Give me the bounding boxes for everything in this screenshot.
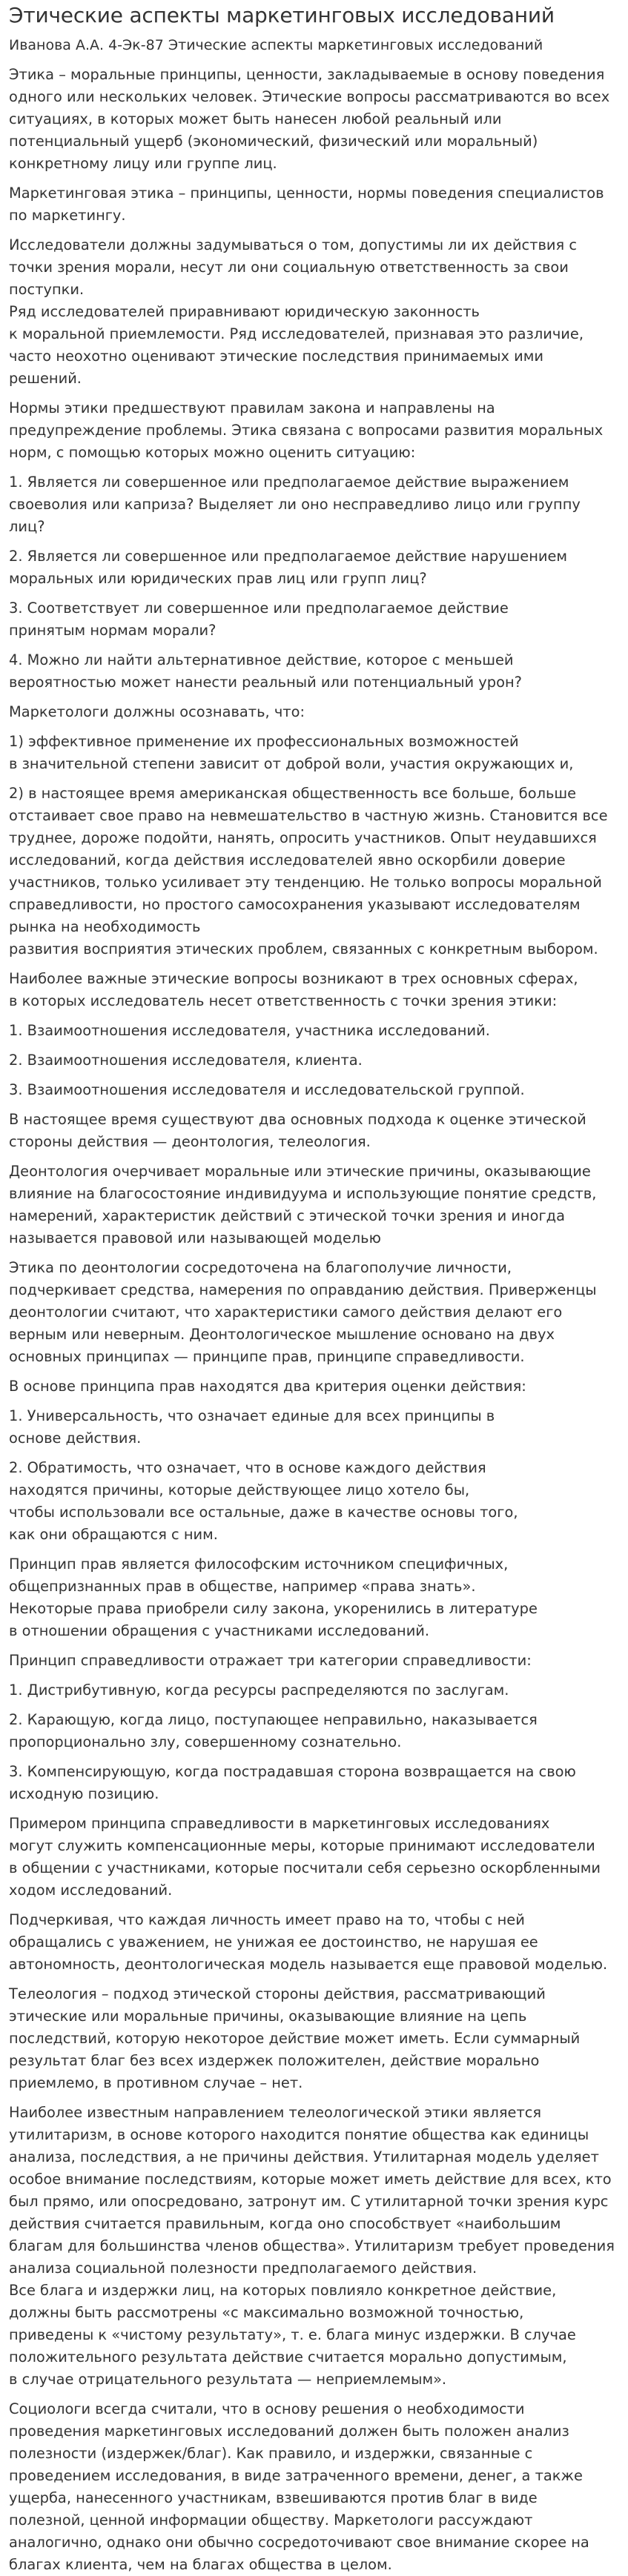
paragraph: Наиболее важные этические вопросы возникают в трех основных сферах, в которых исследователь несет ответственность с точки зрения этики: — [9, 970, 578, 1009]
paragraph: Исследователи должны задумываться о том, допустимы ли их действия с точки зрения морали, несут ли они социальную ответственность за свои поступки. Ряд исследователей приравнивают юридическую законность к моральной приемлемости. Ряд исследователей, признавая это различие, часто неохотно оценивают этические последствия принимаемых ими решений. — [9, 236, 584, 387]
paragraph: Маркетологи должны осознавать, что: — [9, 703, 305, 720]
paragraph: Наиболее известным направлением телеологической этики является утилитаризм, в основе которого находится понятие общества как единицы анализа, последствия, а не причины действия. Утилитарная модель уделяет особое внимание последствиям, которые может иметь действие для всех, кто был прямо, или опосредовано, затронут им. С утилитарной точки зрения курс действия считается правильным, когда оно способствует «наибольшим благам для большинства членов общества». Утилитаризм требует проведения анализа социальной полезности предполагаемого действия. Все блага и издержки лиц, на которых повлияло конкретное действие, должны быть рассмотрены «с максимально возможной точностью, приведены к «чистому результату», т. е. блага минус издержки. В случае положительного результата действие считается морально допустимым, в случае отрицательного результата — неприемлемым». — [9, 2104, 615, 2388]
paragraph: 3. Компенсирующую, когда пострадавшая сторона возвращается на свою исходную позицию. — [9, 1763, 576, 1802]
page-title: Этические аспекты маркетинговых исследований — [9, 3, 555, 27]
paragraph: 2) в настоящее время американская общественность все больше, больше отстаивает свое право на невмешательство в частную жизнь. Становится все труднее, дороже подойти, нанять, опросить участников. Опыт неудавшихся исследований, когда действия исследователей явно оскорбили доверие участников, только усиливает эту тенденцию. Не только вопросы моральной справедливости, но простого самосохранения указывают исследователям рынка на необходимость развития восприятия этических проблем, связанных с конкретным выбором. — [9, 785, 608, 957]
paragraph: Примером принципа справедливости в маркетинговых исследованиях могут служить компенсационные меры, которые принимают исследователи в общении с участниками, которые посчитали себя серьезно оскорбленными ходом исследований. — [9, 1815, 601, 1899]
paragraph: 2. Обратимость, что означает, что в основе каждого действия находятся причины, которые действующее лицо хотело бы, чтобы использовали все остальные, даже в качестве основы того, как они обращаются с ним. — [9, 1459, 518, 1543]
paragraph: В основе принципа прав находятся два критерия оценки действия: — [9, 1378, 526, 1395]
paragraph: Принцип прав является философским источником специфичных, общепризнанных прав в обществе, например «права знать». Некоторые права приобрели силу закона, укоренились в литературе в отношении обращения с участниками исследований. — [9, 1556, 538, 1639]
paragraph: 2. Взаимоотношения исследователя, клиента. — [9, 1052, 363, 1069]
paragraph: 1. Взаимоотношения исследователя, участника исследований. — [9, 1022, 490, 1039]
article-body — [9, 64, 618, 2576]
paragraph: 2. Является ли совершенное или предполагаемое действие нарушением моральных или юридических прав лиц или групп лиц? — [9, 548, 568, 587]
paragraph: Социологи всегда считали, что в основу решения о необходимости проведения маркетинговых исследований должен быть положен анализ полезности (издержек/благ). Как правило, и издержки, связанные с проведением исследования, в виде затраченного времени, денег, а также ущерба, нанесенного участникам, взвешиваются против благ в виде полезной, ценной информации обществу. Маркетологи рассуждают аналогично, однако они обычно сосредоточивают свое внимание скорее на благах клиента, чем на благах общества в целом. — [9, 2400, 589, 2573]
paragraph: В настоящее время существуют два основных подхода к оценке этической стороны действия — деонтология, телеология. — [9, 1111, 586, 1150]
paragraph: Нормы этики предшествуют правилам закона и направлены на предупреждение проблемы. Этика связана с вопросами развития моральных норм, с помощью которых можно оценить ситуацию: — [9, 399, 604, 461]
paragraph: 1. Является ли совершенное или предполагаемое действие выражением своеволия или каприза? Выделяет ли оно несправедливо лицо или группу лиц? — [9, 474, 581, 535]
paragraph: Подчеркивая, что каждая личность имеет право на то, чтобы с ней обращались с уважением, не унижая ее достоинство, не нарушая ее автономность, деонтологическая модель называется еще правовой моделью. — [9, 1911, 608, 1973]
paragraph: Принцип справедливости отражает три категории справедливости: — [9, 1652, 532, 1669]
paragraph: 3. Взаимоотношения исследователя и исследовательской группой. — [9, 1081, 525, 1098]
paragraph: Телеология – подход этической стороны действия, рассматривающий этические или моральные причины, оказывающие влияние на цепь последствий, которую некоторое действие может иметь. Если суммарный результат благ без всех издержек положителен, действие морально приемлемо, в противном случае – нет. — [9, 1985, 581, 2091]
paragraph: Этика по деонтологии сосредоточена на благополучие личности, подчеркивает средства, намерения по оправданию действия. Приверженцы деонтологии считают, что характеристики самого действия делают его верным или неверным. Деонтологическое мышление основано на двух основных принципах — принципе прав, принципе справедливости. — [9, 1259, 597, 1365]
paragraph: 3. Соответствует ли совершенное или предполагаемое действие принятым нормам морали? — [9, 600, 509, 639]
paragraph: 1. Дистрибутивную, когда ресурсы распределяются по заслугам. — [9, 1682, 509, 1699]
article-byline: Иванова А.А. 4-Эк-87 Этические аспекты маркетинговых исследований — [9, 37, 543, 53]
paragraph: 4. Можно ли найти альтернативное действие, которое с меньшей вероятностью может нанести реальный или потенциальный урон? — [9, 651, 522, 691]
paragraph: 1. Универсальность, что означает единые для всех принципы в основe действия. — [9, 1407, 495, 1447]
paragraph: 1) эффективное применение их профессиональных возможностей в значительной степени зависит от доброй воли, участия окружающих и, — [9, 733, 574, 772]
paragraph: Деонтология очерчивает моральные или этические причины, оказывающие влияние на благосостояние индивидуума и использующие понятие средств, намерений, характеристик действий с этической точки зрения и иногда называется правовой или называющей моделью — [9, 1163, 597, 1246]
paragraph: Маркетинговая этика – принципы, ценности, нормы поведения специалистов по маркетингу. — [9, 185, 604, 224]
paragraph: Этика – моральные принципы, ценности, закладываемые в основу поведения одного или нескольких человек. Этические вопросы рассматриваются во всех ситуациях, в которых может быть нанесен любой реальный или потенциальный ущерб (экономический, физический или моральный) конкретному лицу или группе лиц. — [9, 66, 610, 172]
paragraph: 2. Карающую, когда лицо, поступающее неправильно, наказывается пропорционально злу, совершенному сознательно. — [9, 1711, 538, 1750]
